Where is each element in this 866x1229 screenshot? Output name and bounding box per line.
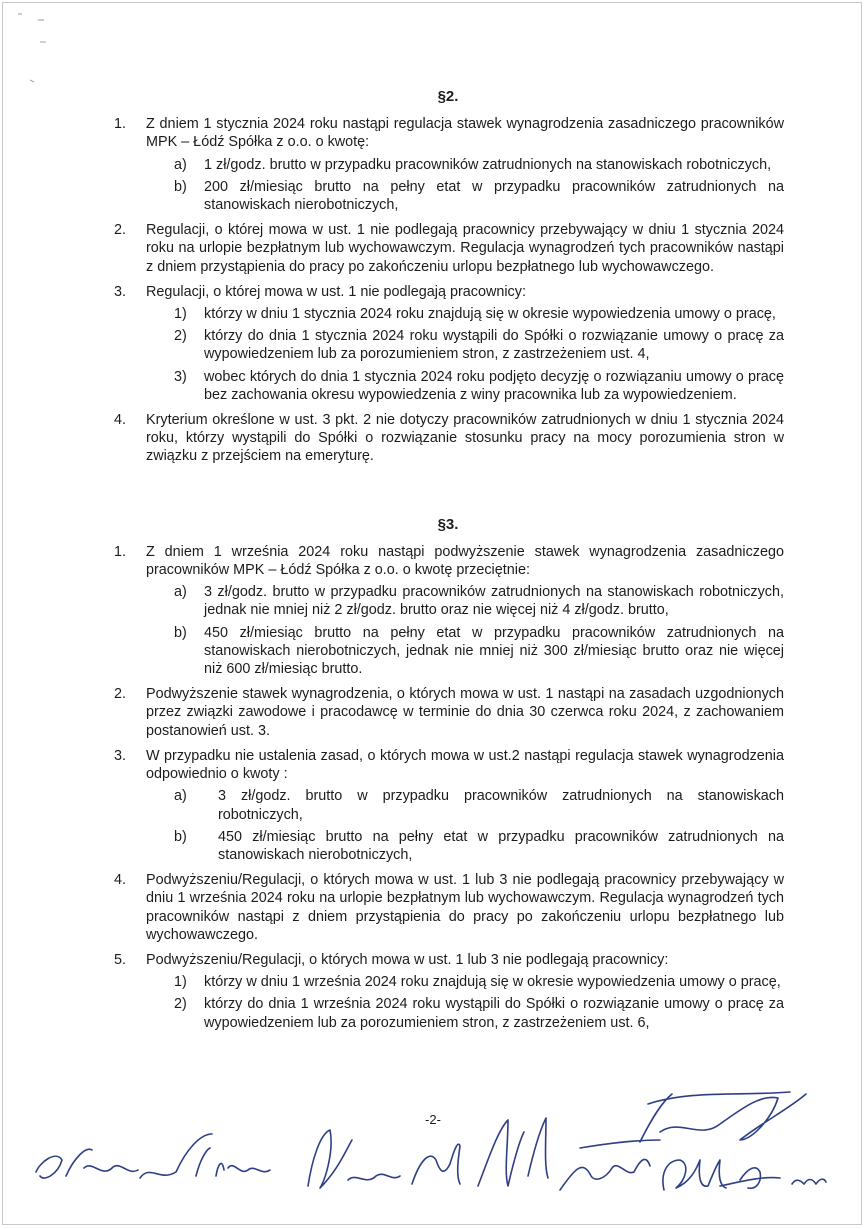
item-number: 3. [114,747,127,764]
item-number: 4. [114,872,127,889]
item-text: Podwyższeniu/Regulacji, o których mowa w ust. 1 lub 3 nie podlegają pracownicy przebywający w dniu 1 września 2024 roku na urlopie bezpłatnym lub wychowawczym. Regulacja wynagrodzeń tych pracowników nastąpi z dniem przystąpienia do pracy po zakończeniu urlopu bezpłatnego lub wychowawczego. [146,872,784,943]
item-text: Regulacji, o której mowa w ust. 1 nie podlegają pracownicy: [146,283,526,300]
item-text: Z dniem 1 września 2024 roku nastąpi podwyższenie stawek wynagrodzenia zasadniczego pracowników MPK – Łódź Spółka z o.o. o kwotę przeciętnie: [146,543,784,579]
sub-item [146,583,784,619]
sub-item-text: 450 zł/miesiąc brutto na pełny etat w przypadku pracowników zatrudnionych na stanowiskach nierobotniczych, jednak nie mniej niż 300 zł/miesiąc brutto oraz nie więcej niż 600 zł/miesiąc brutto. [204,624,784,678]
scan-artifact-marks [14,8,54,88]
sub-item-mark: 2) [174,328,187,345]
section-3-item-4 [112,871,784,944]
section-2-item-3 [112,283,784,404]
sub-item [146,305,784,323]
item-number: 4. [114,412,127,429]
item-text: Podwyższeniu/Regulacji, o których mowa w ust. 1 lub 3 nie podlegają pracownicy: [146,951,669,968]
sub-item-mark: b) [174,624,187,641]
section-3-item-2 [112,685,784,740]
section-2-item-2 [112,221,784,276]
sub-item-mark: 1) [174,974,187,991]
item-text: Z dniem 1 stycznia 2024 roku nastąpi regulacja stawek wynagrodzenia zasadniczego pracowników MPK – Łódź Spółka z o.o. o kwotę: [146,116,784,151]
sub-item-mark: a) [174,156,187,173]
sub-item-mark: 2) [174,996,187,1013]
sub-item [146,156,784,174]
item-text: Kryterium określone w ust. 3 pkt. 2 nie dotyczy pracowników zatrudnionych w dniu 1 stycznia 2024 roku, którzy wystąpili do Spółki o rozwiązanie stosunku pracy na mocy porozumienia stron w związku z przejściem na emeryturę. [146,412,784,465]
sub-item-mark: b) [174,828,187,845]
section-3-item-1 [112,543,784,678]
item-text: Regulacji, o której mowa w ust. 1 nie podlegają pracownicy przebywający w dniu 1 stycznia 2024 roku na urlopie bezpłatnym lub wychowawczym. Regulacja wynagrodzeń tych pracowników nastąpi z dniem przystąpienia do pracy po zakończeniu urlopu bezpłatnego lub wychowawczego. [146,222,784,275]
sub-item-text: którzy w dniu 1 stycznia 2024 roku znajdują się w okresie wypowiedzenia umowy o pracę, [204,306,776,323]
section-3-item-5 [112,951,784,1032]
sub-item-text: 1 zł/godz. brutto w przypadku pracowników zatrudnionych na stanowiskach robotniczych, [204,156,772,173]
page-number: -2- [425,1112,441,1127]
sub-item-mark: a) [174,584,187,601]
sub-item [146,368,784,404]
sub-item-mark: b) [174,178,187,195]
section-2-heading: §2. [437,88,459,105]
item-number: 5. [114,951,127,968]
sub-item [146,178,784,214]
sub-item-text: wobec których do dnia 1 stycznia 2024 roku podjęto decyzję o rozwiązaniu umowy o pracę bez zachowania okresu wypowiedzenia z winy pracownika lub za wypowiedzeniem. [204,368,784,403]
item-number: 3. [114,283,127,300]
sub-item [146,327,784,363]
sub-item [146,787,784,823]
item-text: W przypadku nie ustalenia zasad, o których mowa w ust.2 nastąpi regulacja stawek wynagrodzenia odpowiednio o kwoty : [146,747,784,783]
section-2 [112,88,784,466]
sub-item [146,973,784,991]
sub-item-text: którzy do dnia 1 września 2024 roku wystąpili do Spółki o rozwiązanie umowy o pracę za wypowiedzeniem lub za porozumieniem stron, z zastrzeżeniem ust. 6, [204,996,784,1031]
sub-item-text: którzy w dniu 1 września 2024 roku znajdują się w okresie wypowiedzenia umowy o pracę, [204,974,781,991]
sub-item-text: 3 zł/godz. brutto w przypadku pracowników zatrudnionych na stanowiskach robotniczych, [218,788,784,823]
section-3-heading: §3. [437,515,459,533]
sub-item-text: którzy do dnia 1 stycznia 2024 roku wystąpili do Spółki o rozwiązanie umowy o pracę za wypowiedzeniem lub za porozumieniem stron, z zastrzeżeniem ust. 4, [204,328,784,363]
item-number: 1. [114,116,127,133]
sub-item [146,828,784,864]
item-text: Podwyższenie stawek wynagrodzenia, o których mowa w ust. 1 nastąpi na zasadach uzgodnionych przez związki zawodowe i pracodawcę w terminie do dnia 30 czerwca roku 2024, z zachowaniem postanowień ust. 3. [146,686,784,739]
item-number: 2. [114,222,127,239]
item-number: 1. [114,543,127,560]
sub-item-mark: 1) [174,306,187,323]
document-body [112,88,784,1039]
section-3 [112,516,784,1032]
sub-item-mark: a) [174,788,187,805]
sub-item [146,995,784,1031]
sub-item-text: 3 zł/godz. brutto w przypadku pracowników zatrudnionych na stanowiskach robotniczych, jednak nie mniej niż 2 zł/godz. brutto oraz nie więcej niż 4 zł/godz. brutto, [204,584,784,619]
sub-item-text: 200 zł/miesiąc brutto na pełny etat w przypadku pracowników zatrudnionych na stanowiskach nierobotniczych, [204,178,784,214]
item-number: 2. [114,686,127,703]
section-3-item-3 [112,747,784,864]
section-2-item-4 [112,411,784,466]
sub-item-mark: 3) [174,368,187,385]
section-2-item-1 [112,115,784,214]
sub-item-text: 450 zł/miesiąc brutto na pełny etat w przypadku pracowników zatrudnionych na stanowiskach nierobotniczych, [218,828,784,863]
sub-item [146,624,784,679]
